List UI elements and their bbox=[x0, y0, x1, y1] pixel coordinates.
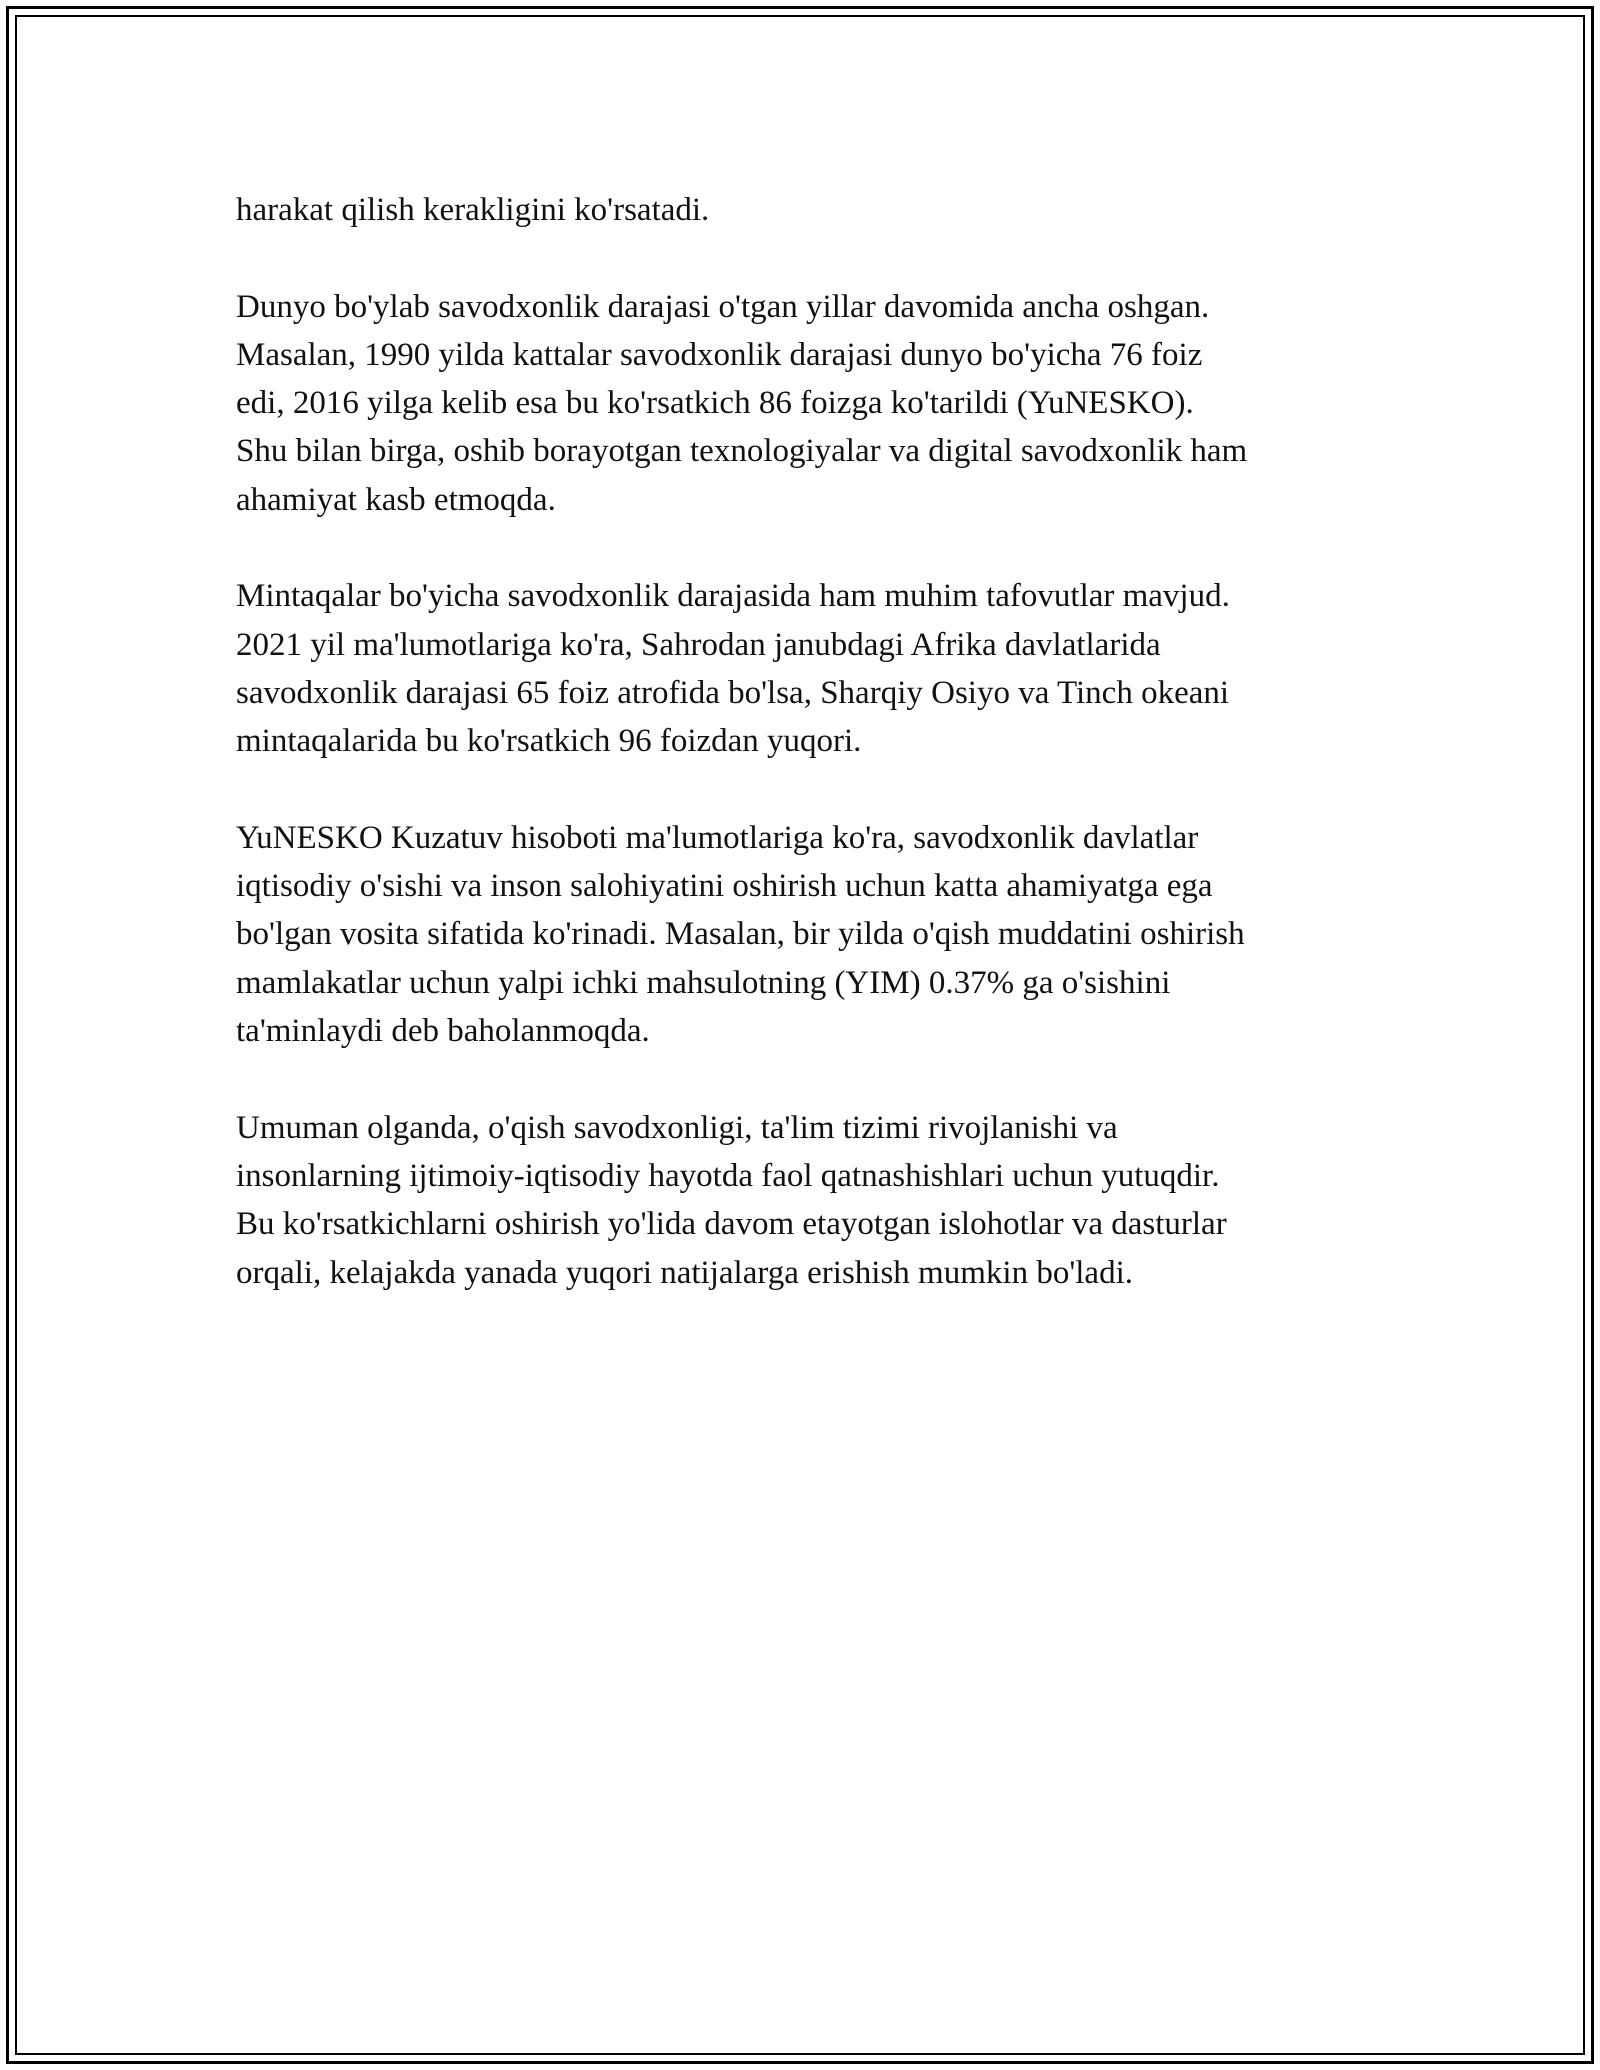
paragraph-regional-differences: Mintaqalar bo'yicha savodxonlik darajasida ham muhim tafovutlar mavjud. 2021 yil ma'lumotlariga ko'ra, Sahrodan janubdagi Afrika davlatlarida savodxonlik darajasi 65 foiz atrofida bo'lsa, Sharqiy Osiyo va Tinch okeani mintaqalarida bu ko'rsatkich 96 foizdan yuqori. bbox=[236, 578, 1230, 760]
paragraph-conclusion: Umuman olganda, o'qish savodxonligi, ta'lim tizimi rivojlanishi va insonlarning ijtimoiy-iqtisodiy hayotda faol qatnashishlari uchun yutuqdir. Bu ko'rsatkichlarni oshirish yo'lida davom etayotgan islohotlar va dasturlar orqali, kelajakda yanada yuqori natijalarga erishish mumkin bo'ladi. bbox=[236, 1109, 1227, 1291]
paragraph-continuation: harakat qilish kerakligini ko'rsatadi. bbox=[236, 192, 710, 228]
paragraph-unesco-report: YuNESKO Kuzatuv hisoboti ma'lumotlariga ko'ra, savodxonlik davlatlar iqtisodiy o'sishi va inson salohiyatini oshirish uchun katta ahamiyatga ega bo'lgan vosita sifatida ko'rinadi. Masalan, bir yilda o'qish muddatini oshirish mamlakatlar uchun yalpi ichki mahsulotning (YIM) 0.37% ga o'sishini ta'minlaydi deb baholanmoqda. bbox=[236, 819, 1245, 1050]
document-body bbox=[236, 186, 1396, 1345]
paragraph-world-literacy: Dunyo bo'ylab savodxonlik darajasi o'tgan yillar davomida ancha oshgan. Masalan, 1990 yilda kattalar savodxonlik darajasi dunyo bo'yicha 76 foiz edi, 2016 yilga kelib esa bu ko'rsatkich 86 foizga ko'tarildi (YuNESKO). Shu bilan birga, oshib borayotgan texnologiyalar va digital savodxonlik ham ahamiyat kasb etmoqda. bbox=[236, 288, 1248, 518]
